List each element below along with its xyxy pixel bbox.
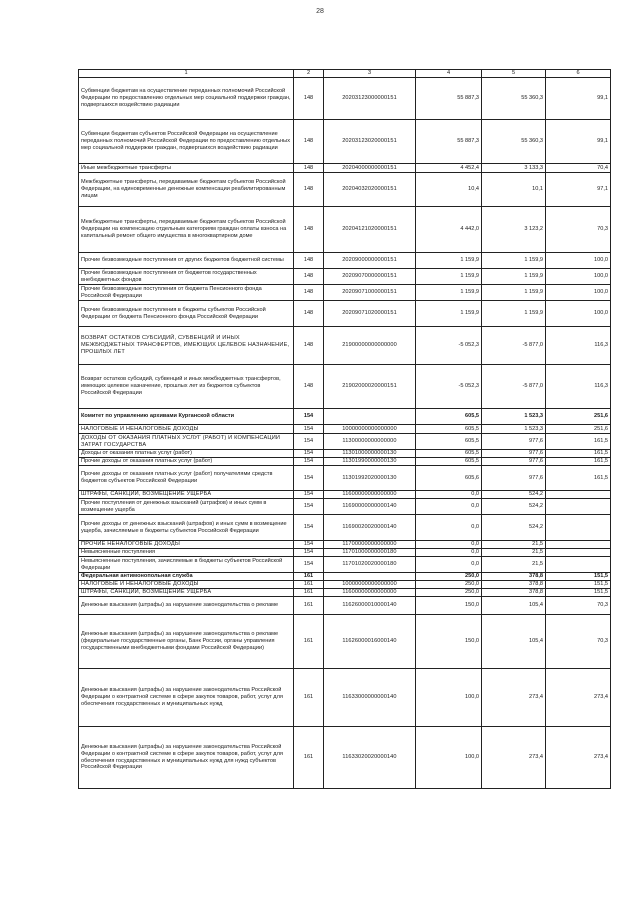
budget-revenue-table	[78, 69, 611, 789]
row-revenue-code-cell: 10000000000000000	[324, 581, 416, 589]
table-row	[79, 327, 611, 365]
row-admin-code-cell: 154	[294, 409, 324, 425]
row-name-cell: Невыясненные поступления, зачисляемые в бюджеты субъектов Российской Федерации	[79, 557, 294, 573]
row-fact-cell: 1 523,3	[482, 425, 546, 434]
row-name-cell: Прочие безвозмездные поступления от других бюджетов бюджетной системы	[79, 253, 294, 269]
row-revenue-code-cell: 11300000000000000	[324, 434, 416, 450]
row-admin-code-cell: 154	[294, 425, 324, 434]
row-admin-code-cell: 154	[294, 434, 324, 450]
row-revenue-code-cell: 11301992020000130	[324, 466, 416, 491]
row-revenue-code-cell	[324, 409, 416, 425]
row-revenue-code-cell: 20209071020000151	[324, 301, 416, 327]
row-percent-cell: 273,4	[546, 727, 611, 789]
row-revenue-code-cell: 20209070000000151	[324, 269, 416, 285]
row-name-cell: Комитет по управлению архивами Курганской области	[79, 409, 294, 425]
row-percent-cell: 161,5	[546, 458, 611, 466]
row-percent-cell: 251,6	[546, 409, 611, 425]
row-percent-cell: 70,3	[546, 207, 611, 253]
row-revenue-code-cell: 20203123000000151	[324, 78, 416, 120]
table-row	[79, 581, 611, 589]
row-fact-cell: 273,4	[482, 727, 546, 789]
row-fact-cell: 3 123,2	[482, 207, 546, 253]
row-admin-code-cell: 148	[294, 365, 324, 409]
row-admin-code-cell: 154	[294, 499, 324, 515]
table-row	[79, 515, 611, 541]
row-admin-code-cell: 154	[294, 466, 324, 491]
row-admin-code-cell: 148	[294, 253, 324, 269]
row-revenue-code-cell: 21900000000000000	[324, 327, 416, 365]
row-plan-cell: 1 159,9	[416, 301, 482, 327]
row-revenue-code-cell: 11690000000000140	[324, 499, 416, 515]
row-plan-cell: 0,0	[416, 515, 482, 541]
table-row	[79, 450, 611, 458]
row-name-cell: Иные межбюджетные трансферты	[79, 164, 294, 173]
table-row	[79, 466, 611, 491]
row-revenue-code-cell: 20204000000000151	[324, 164, 416, 173]
row-name-cell: ДОХОДЫ ОТ ОКАЗАНИЯ ПЛАТНЫХ УСЛУГ (РАБОТ) И КОМПЕНСАЦИИ ЗАТРАТ ГОСУДАРСТВА	[79, 434, 294, 450]
row-plan-cell: -5 052,3	[416, 365, 482, 409]
row-fact-cell: 55 360,3	[482, 120, 546, 164]
row-fact-cell: 977,6	[482, 434, 546, 450]
row-fact-cell: 1 159,9	[482, 269, 546, 285]
row-plan-cell: 0,0	[416, 491, 482, 499]
row-percent-cell: 116,3	[546, 365, 611, 409]
row-admin-code-cell: 161	[294, 615, 324, 669]
page-number: 28	[316, 8, 324, 15]
row-plan-cell: 605,5	[416, 409, 482, 425]
header-col-6: 6	[546, 70, 611, 78]
table-row	[79, 615, 611, 669]
row-fact-cell: 3 133,3	[482, 164, 546, 173]
row-admin-code-cell: 161	[294, 727, 324, 789]
row-revenue-code-cell: 11600000000000000	[324, 589, 416, 597]
row-percent-cell	[546, 557, 611, 573]
table-body	[79, 78, 611, 789]
row-fact-cell: 1 159,9	[482, 253, 546, 269]
row-name-cell: Межбюджетные трансферты, передаваемые бюджетам субъектов Российской Федерации, на единовременные денежные компенсации реабилитированным лицам	[79, 173, 294, 207]
row-name-cell: Денежные взыскания (штрафы) за нарушение законодательства о рекламе	[79, 597, 294, 615]
row-revenue-code-cell: 11700000000000000	[324, 541, 416, 549]
row-admin-code-cell: 154	[294, 491, 324, 499]
row-percent-cell: 100,0	[546, 269, 611, 285]
header-col-4: 4	[416, 70, 482, 78]
row-plan-cell: 1 159,9	[416, 253, 482, 269]
row-name-cell: ПРОЧИЕ НЕНАЛОГОВЫЕ ДОХОДЫ	[79, 541, 294, 549]
row-name-cell: Прочие доходы от оказания платных услуг (работ)	[79, 458, 294, 466]
row-fact-cell: 1 523,3	[482, 409, 546, 425]
table-row	[79, 173, 611, 207]
row-admin-code-cell: 161	[294, 669, 324, 727]
row-name-cell: Прочие безвозмездные поступления в бюджеты субъектов Российской Федерации от бюджета Пенсионного фонда Российской Федерации	[79, 301, 294, 327]
row-admin-code-cell: 154	[294, 541, 324, 549]
row-name-cell: Доходы от оказания платных услуг (работ)	[79, 450, 294, 458]
row-revenue-code-cell: 11626000016000140	[324, 615, 416, 669]
row-plan-cell: 605,5	[416, 425, 482, 434]
table-row	[79, 253, 611, 269]
row-admin-code-cell: 154	[294, 450, 324, 458]
row-fact-cell: 524,2	[482, 491, 546, 499]
row-revenue-code-cell: 20204121020000151	[324, 207, 416, 253]
row-plan-cell: 150,0	[416, 615, 482, 669]
row-plan-cell: 100,0	[416, 669, 482, 727]
row-admin-code-cell: 148	[294, 269, 324, 285]
row-admin-code-cell: 161	[294, 581, 324, 589]
header-col-5: 5	[482, 70, 546, 78]
table-row	[79, 409, 611, 425]
row-fact-cell: 21,5	[482, 549, 546, 557]
row-name-cell: Денежные взыскания (штрафы) за нарушение законодательства Российской Федерации о контрактной системе в сфере закупок товаров, работ, услуг для обеспечения государственных и муниципальных нужд	[79, 669, 294, 727]
row-admin-code-cell: 148	[294, 301, 324, 327]
row-revenue-code-cell: 20209000000000151	[324, 253, 416, 269]
row-fact-cell: 55 360,3	[482, 78, 546, 120]
row-name-cell: ШТРАФЫ, САНКЦИИ, ВОЗМЕЩЕНИЕ УЩЕРБА	[79, 491, 294, 499]
row-admin-code-cell: 154	[294, 549, 324, 557]
table-row	[79, 434, 611, 450]
row-revenue-code-cell: 11701000000000180	[324, 549, 416, 557]
row-admin-code-cell: 148	[294, 78, 324, 120]
row-revenue-code-cell: 21902000020000151	[324, 365, 416, 409]
table-row	[79, 557, 611, 573]
header-col-2: 2	[294, 70, 324, 78]
row-revenue-code-cell: 11626000010000140	[324, 597, 416, 615]
row-revenue-code-cell: 20203123020000151	[324, 120, 416, 164]
table-header-row	[79, 70, 611, 78]
table-row	[79, 499, 611, 515]
row-revenue-code-cell: 11600000000000000	[324, 491, 416, 499]
row-percent-cell	[546, 491, 611, 499]
table-row	[79, 458, 611, 466]
row-admin-code-cell: 148	[294, 173, 324, 207]
row-plan-cell: 1 159,9	[416, 285, 482, 301]
row-plan-cell: 250,0	[416, 573, 482, 581]
row-admin-code-cell: 154	[294, 515, 324, 541]
row-plan-cell: 605,5	[416, 458, 482, 466]
row-percent-cell	[546, 499, 611, 515]
row-fact-cell: 21,5	[482, 541, 546, 549]
row-admin-code-cell: 148	[294, 120, 324, 164]
row-revenue-code-cell: 11701020020000180	[324, 557, 416, 573]
row-admin-code-cell: 154	[294, 458, 324, 466]
row-fact-cell: 977,6	[482, 450, 546, 458]
table-row	[79, 207, 611, 253]
row-name-cell: Прочие безвозмездные поступления от бюджета Пенсионного фонда Российской Федерации	[79, 285, 294, 301]
row-plan-cell: 55 887,3	[416, 120, 482, 164]
row-revenue-code-cell: 11301000000000130	[324, 450, 416, 458]
row-revenue-code-cell: 11301990000000130	[324, 458, 416, 466]
row-name-cell: Прочие поступления от денежных взысканий (штрафов) и иных сумм в возмещение ущерба	[79, 499, 294, 515]
row-fact-cell: 378,8	[482, 573, 546, 581]
row-percent-cell: 100,0	[546, 253, 611, 269]
row-fact-cell: 105,4	[482, 597, 546, 615]
row-plan-cell: 605,5	[416, 434, 482, 450]
row-revenue-code-cell	[324, 573, 416, 581]
row-admin-code-cell: 161	[294, 597, 324, 615]
row-name-cell: Прочие безвозмездные поступления от бюджетов государственных внебюджетных фондов	[79, 269, 294, 285]
table-row	[79, 491, 611, 499]
table-row	[79, 269, 611, 285]
row-revenue-code-cell: 11633000000000140	[324, 669, 416, 727]
row-percent-cell: 70,3	[546, 615, 611, 669]
row-fact-cell: 977,6	[482, 458, 546, 466]
row-percent-cell: 273,4	[546, 669, 611, 727]
table-row	[79, 549, 611, 557]
row-fact-cell: -5 877,0	[482, 365, 546, 409]
row-revenue-code-cell: 20204032020000151	[324, 173, 416, 207]
row-percent-cell: 151,5	[546, 573, 611, 581]
row-plan-cell: 55 887,3	[416, 78, 482, 120]
row-fact-cell: 1 159,9	[482, 301, 546, 327]
row-admin-code-cell: 161	[294, 589, 324, 597]
row-plan-cell: 605,6	[416, 466, 482, 491]
row-name-cell: Денежные взыскания (штрафы) за нарушение законодательства Российской Федерации о контрактной системе в сфере закупок товаров, работ, услуг для обеспечения государственных и муниципальных нужд для нужд субъектов Российской Федерации	[79, 727, 294, 789]
row-percent-cell	[546, 515, 611, 541]
row-percent-cell: 97,1	[546, 173, 611, 207]
row-plan-cell: 605,5	[416, 450, 482, 458]
row-percent-cell: 99,1	[546, 120, 611, 164]
row-admin-code-cell: 161	[294, 573, 324, 581]
table-row	[79, 541, 611, 549]
row-revenue-code-cell: 11690020020000140	[324, 515, 416, 541]
row-name-cell: ВОЗВРАТ ОСТАТКОВ СУБСИДИЙ, СУБВЕНЦИЙ И ИНЫХ МЕЖБЮДЖЕТНЫХ ТРАНСФЕРТОВ, ИМЕЮЩИХ ЦЕЛЕВОЕ НАЗНАЧЕНИЕ, ПРОШЛЫХ ЛЕТ	[79, 327, 294, 365]
row-admin-code-cell: 148	[294, 207, 324, 253]
table-row	[79, 727, 611, 789]
row-percent-cell: 100,0	[546, 301, 611, 327]
table-row	[79, 120, 611, 164]
row-plan-cell: 4 452,4	[416, 164, 482, 173]
row-percent-cell	[546, 541, 611, 549]
row-percent-cell: 70,3	[546, 597, 611, 615]
row-percent-cell: 161,5	[546, 450, 611, 458]
row-name-cell: Субвенции бюджетам субъектов Российской Федерации на осуществление переданных полномочий Российской Федерации по предоставлению отдельных мер социальной поддержки граждан, подвергшихся воздействию радиации	[79, 120, 294, 164]
header-col-1: 1	[79, 70, 294, 78]
row-fact-cell: 105,4	[482, 615, 546, 669]
row-fact-cell: 10,1	[482, 173, 546, 207]
row-plan-cell: 1 159,9	[416, 269, 482, 285]
row-admin-code-cell: 148	[294, 285, 324, 301]
row-plan-cell: -5 052,3	[416, 327, 482, 365]
header-col-3: 3	[324, 70, 416, 78]
table-row	[79, 669, 611, 727]
row-name-cell: Субвенции бюджетам на осуществление переданных полномочий Российской Федерации по предоставлению отдельных мер социальной поддержки граждан, подвергшихся воздействию радиации	[79, 78, 294, 120]
row-percent-cell: 100,0	[546, 285, 611, 301]
row-name-cell: ШТРАФЫ, САНКЦИИ, ВОЗМЕЩЕНИЕ УЩЕРБА	[79, 589, 294, 597]
row-plan-cell: 250,0	[416, 581, 482, 589]
row-admin-code-cell: 148	[294, 327, 324, 365]
table-row	[79, 597, 611, 615]
row-percent-cell: 99,1	[546, 78, 611, 120]
row-revenue-code-cell: 20209071000000151	[324, 285, 416, 301]
row-fact-cell: 524,2	[482, 499, 546, 515]
row-name-cell: Невыясненные поступления	[79, 549, 294, 557]
row-percent-cell: 151,5	[546, 581, 611, 589]
row-revenue-code-cell: 10000000000000000	[324, 425, 416, 434]
row-fact-cell: 1 159,9	[482, 285, 546, 301]
row-fact-cell: 21,5	[482, 557, 546, 573]
row-fact-cell: 378,8	[482, 581, 546, 589]
row-plan-cell: 0,0	[416, 541, 482, 549]
row-admin-code-cell: 154	[294, 557, 324, 573]
row-name-cell: Денежные взыскания (штрафы) за нарушение законодательства о рекламе (федеральные государственные органы, Банк России, органы управления государственными внебюджетными фондами Российской Федерации)	[79, 615, 294, 669]
row-percent-cell: 251,6	[546, 425, 611, 434]
row-name-cell: Федеральная антимонопольная служба	[79, 573, 294, 581]
row-revenue-code-cell: 11633020020000140	[324, 727, 416, 789]
row-plan-cell: 100,0	[416, 727, 482, 789]
row-name-cell: НАЛОГОВЫЕ И НЕНАЛОГОВЫЕ ДОХОДЫ	[79, 425, 294, 434]
table-row	[79, 285, 611, 301]
row-fact-cell: -5 877,0	[482, 327, 546, 365]
row-fact-cell: 378,8	[482, 589, 546, 597]
row-plan-cell: 10,4	[416, 173, 482, 207]
row-plan-cell: 0,0	[416, 549, 482, 557]
row-percent-cell: 151,5	[546, 589, 611, 597]
table-row	[79, 425, 611, 434]
row-percent-cell: 161,5	[546, 434, 611, 450]
row-name-cell: Возврат остатков субсидий, субвенций и иных межбюджетных трансфертов, имеющих целевое назначение, прошлых лет из бюджетов субъектов Российской Федерации	[79, 365, 294, 409]
table-row	[79, 573, 611, 581]
row-name-cell: Межбюджетные трансферты, передаваемые бюджетам субъектов Российской Федерации на компенсацию отдельным категориям граждан оплаты взноса на капитальный ремонт общего имущества в многоквартирном доме	[79, 207, 294, 253]
row-percent-cell: 161,5	[546, 466, 611, 491]
row-percent-cell: 116,3	[546, 327, 611, 365]
row-name-cell: Прочие доходы от оказания платных услуг (работ) получателями средств бюджетов субъектов Российской Федерации	[79, 466, 294, 491]
row-percent-cell	[546, 549, 611, 557]
table-row	[79, 301, 611, 327]
row-fact-cell: 977,6	[482, 466, 546, 491]
row-fact-cell: 524,2	[482, 515, 546, 541]
row-fact-cell: 273,4	[482, 669, 546, 727]
row-plan-cell: 150,0	[416, 597, 482, 615]
row-name-cell: Прочие доходы от денежных взысканий (штрафов) и иных сумм в возмещение ущерба, зачисляемые в бюджеты субъектов Российской Федерации	[79, 515, 294, 541]
row-percent-cell: 70,4	[546, 164, 611, 173]
row-plan-cell: 0,0	[416, 499, 482, 515]
table-row	[79, 164, 611, 173]
row-name-cell: НАЛОГОВЫЕ И НЕНАЛОГОВЫЕ ДОХОДЫ	[79, 581, 294, 589]
row-plan-cell: 0,0	[416, 557, 482, 573]
row-plan-cell: 250,0	[416, 589, 482, 597]
table-row	[79, 78, 611, 120]
table-row	[79, 589, 611, 597]
table-row	[79, 365, 611, 409]
row-admin-code-cell: 148	[294, 164, 324, 173]
row-plan-cell: 4 442,0	[416, 207, 482, 253]
